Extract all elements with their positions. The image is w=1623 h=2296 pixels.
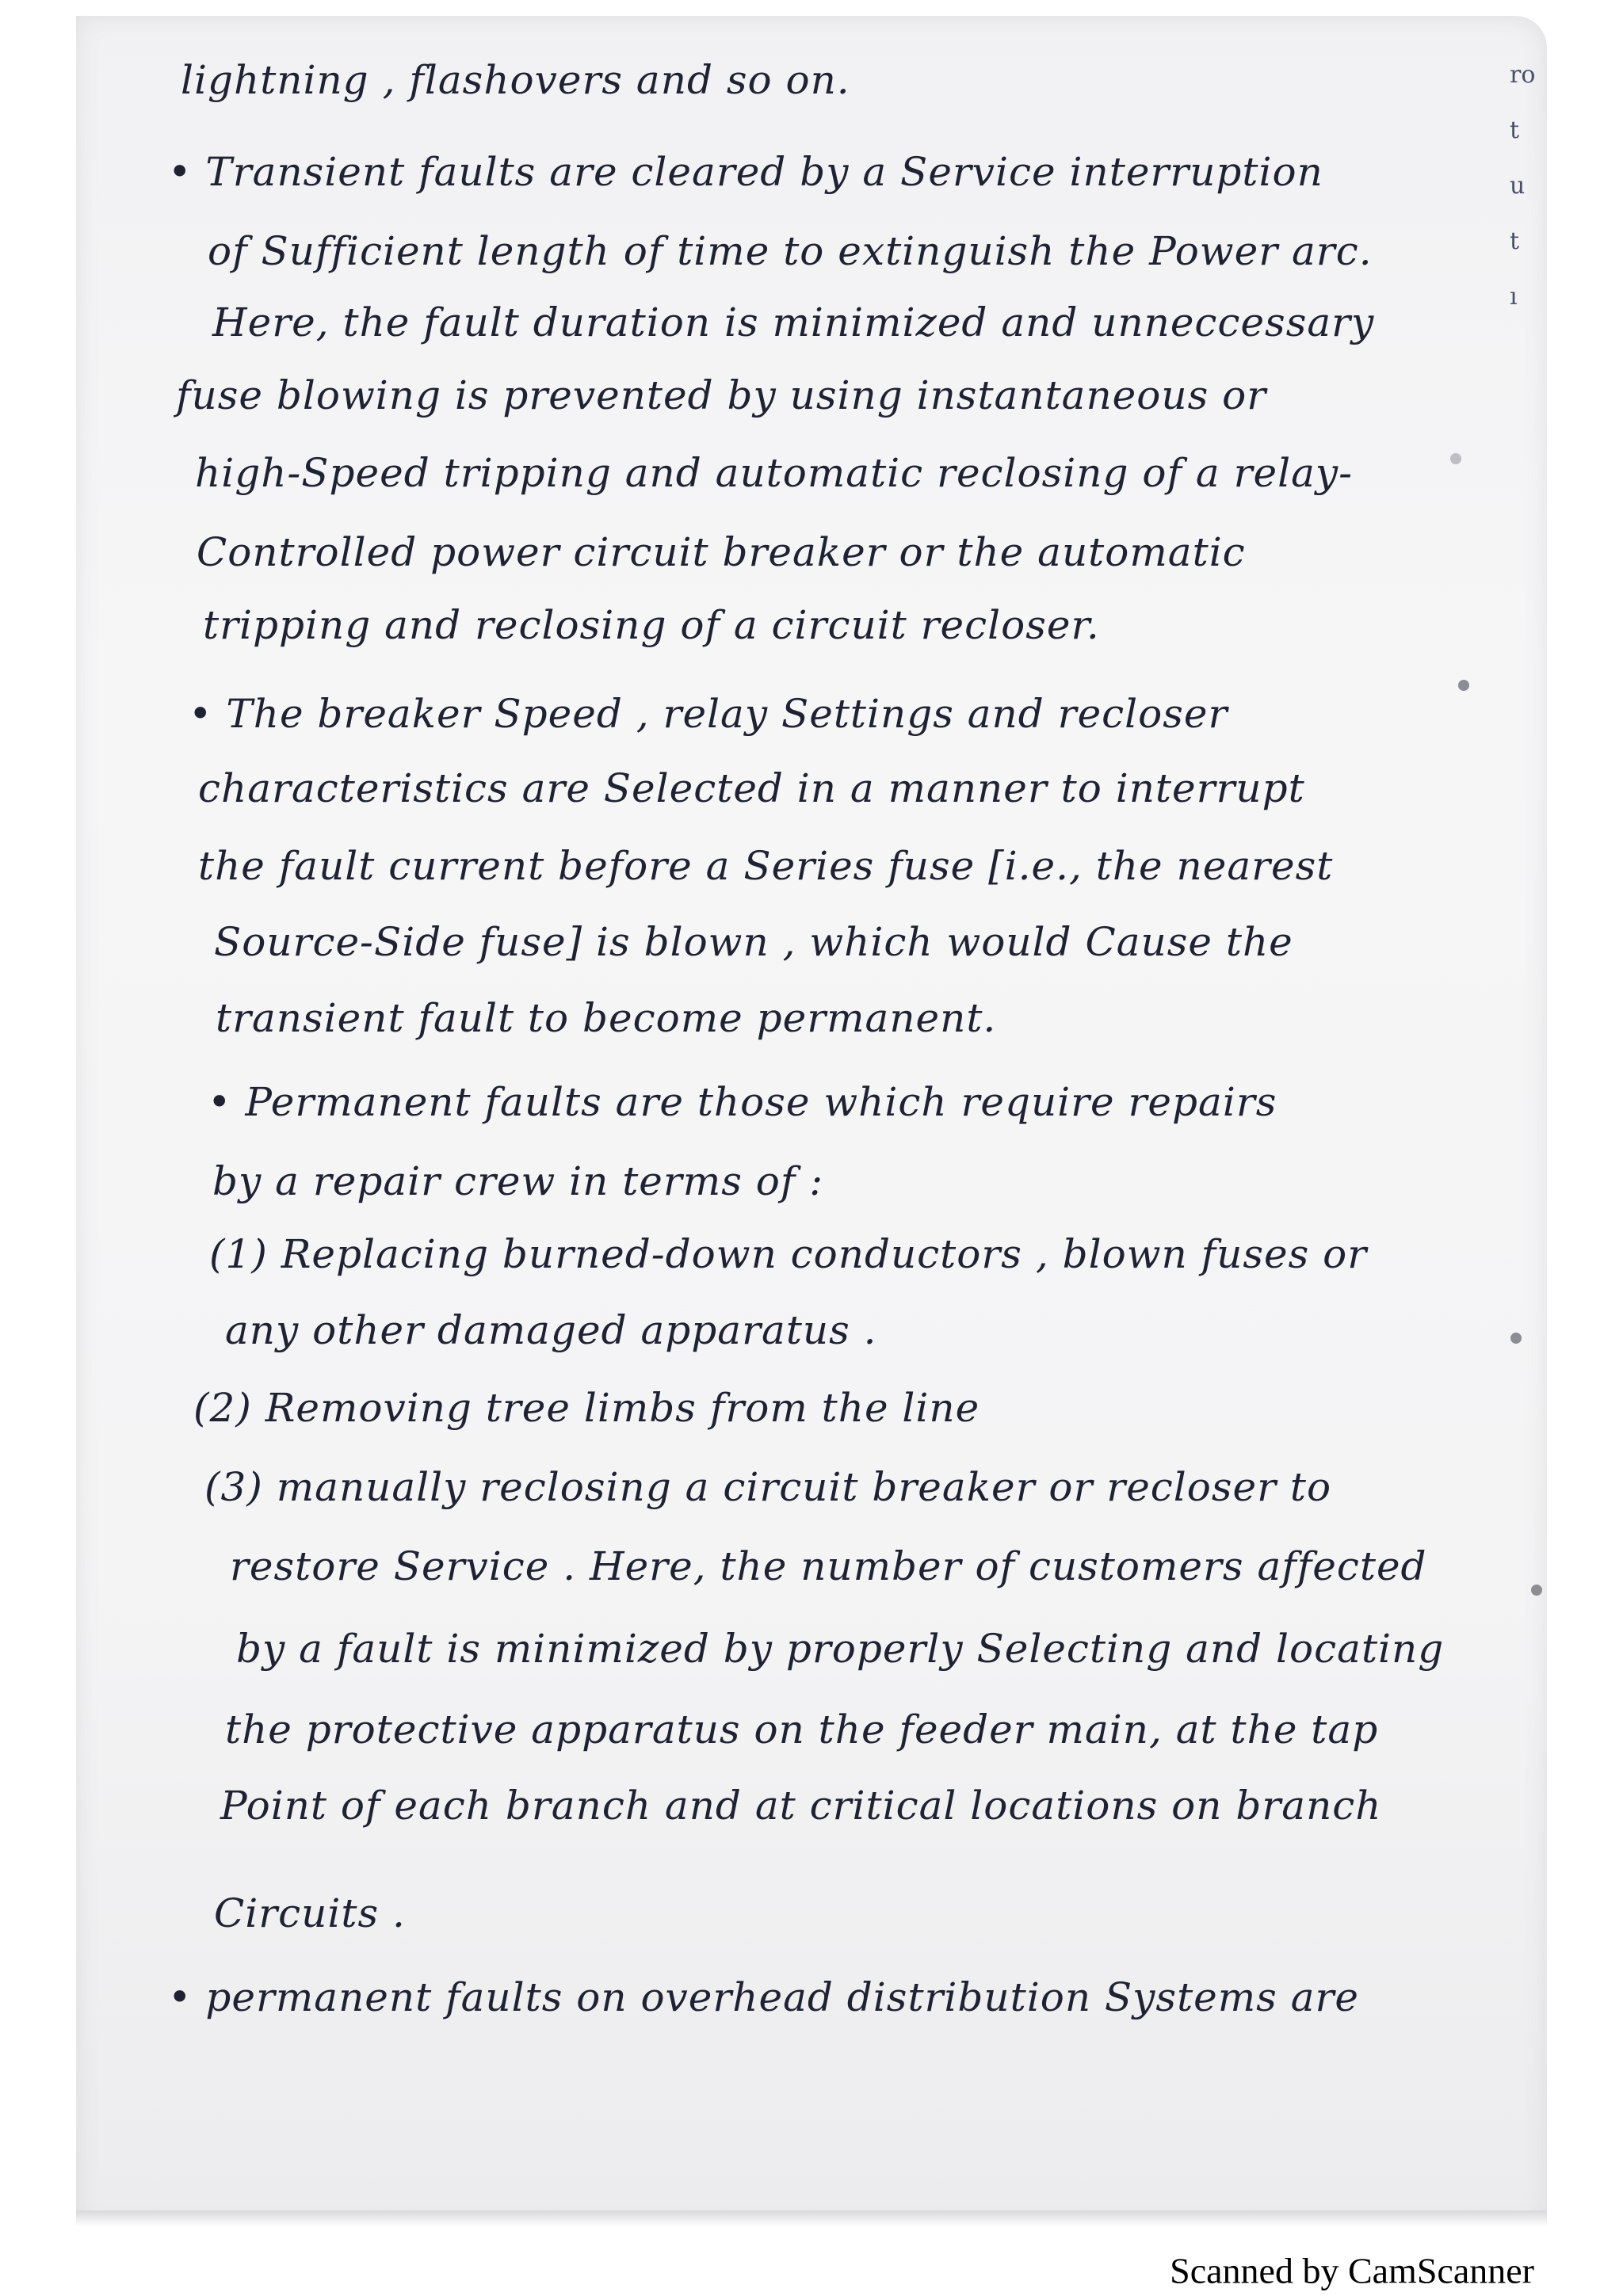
handwritten-line: of Sufficient length of time to extinguish the Power arc.	[208, 228, 1373, 274]
adjacent-page-edge: ro t u t ı	[1510, 61, 1536, 311]
handwritten-line: Point of each branch and at critical locations on branch	[220, 1783, 1382, 1829]
paper-speck	[1458, 680, 1469, 691]
handwritten-line: • Permanent faults are those which require repairs	[208, 1079, 1277, 1125]
handwritten-line: (1) Replacing burned-down conductors , blown fuses or	[209, 1231, 1368, 1277]
handwritten-line: • permanent faults on overhead distribution Systems are	[168, 1974, 1360, 2020]
handwritten-line: • Transient faults are cleared by a Service interruption	[168, 149, 1323, 195]
handwritten-line: characteristics are Selected in a manner to interrupt	[198, 765, 1305, 811]
handwritten-line: transient fault to become permanent.	[216, 995, 997, 1041]
handwritten-line: (3) manually reclosing a circuit breaker or recloser to	[204, 1464, 1332, 1510]
handwritten-line: the fault current before a Series fuse [i.e., the nearest	[198, 843, 1334, 889]
handwritten-line: high-Speed tripping and automatic reclosing of a relay-	[195, 450, 1354, 496]
handwritten-line: Here, the fault duration is minimized and unneccessary	[212, 299, 1375, 345]
handwritten-line: lightning , flashovers and so on.	[181, 57, 850, 103]
handwritten-line: Source-Side fuse] is blown , which would Cause the	[214, 919, 1293, 965]
paper-speck	[1450, 453, 1461, 464]
handwritten-line: (2) Removing tree limbs from the line	[193, 1385, 980, 1431]
handwritten-line: • The breaker Speed , relay Settings and recloser	[189, 691, 1228, 737]
handwritten-line: Controlled power circuit breaker or the automatic	[197, 529, 1246, 575]
handwritten-line: any other damaged apparatus .	[225, 1307, 877, 1353]
paper-speck	[1531, 1585, 1542, 1596]
handwritten-line: by a fault is minimized by properly Selecting and locating	[236, 1626, 1445, 1672]
page-bottom-edge	[76, 2210, 1547, 2226]
handwritten-line: restore Service . Here, the number of customers affected	[230, 1543, 1427, 1589]
handwritten-line: the protective apparatus on the feeder main, at the tap	[225, 1707, 1379, 1753]
handwritten-line: fuse blowing is prevented by using instantaneous or	[176, 372, 1267, 418]
handwritten-line: by a repair crew in terms of :	[212, 1158, 824, 1204]
scan-margin	[0, 0, 76, 2296]
paper-speck	[1510, 1333, 1522, 1344]
handwritten-line: Circuits .	[214, 1890, 406, 1936]
handwritten-line: tripping and reclosing of a circuit recloser.	[203, 602, 1100, 648]
scanner-watermark: Scanned by CamScanner	[1170, 2250, 1534, 2291]
